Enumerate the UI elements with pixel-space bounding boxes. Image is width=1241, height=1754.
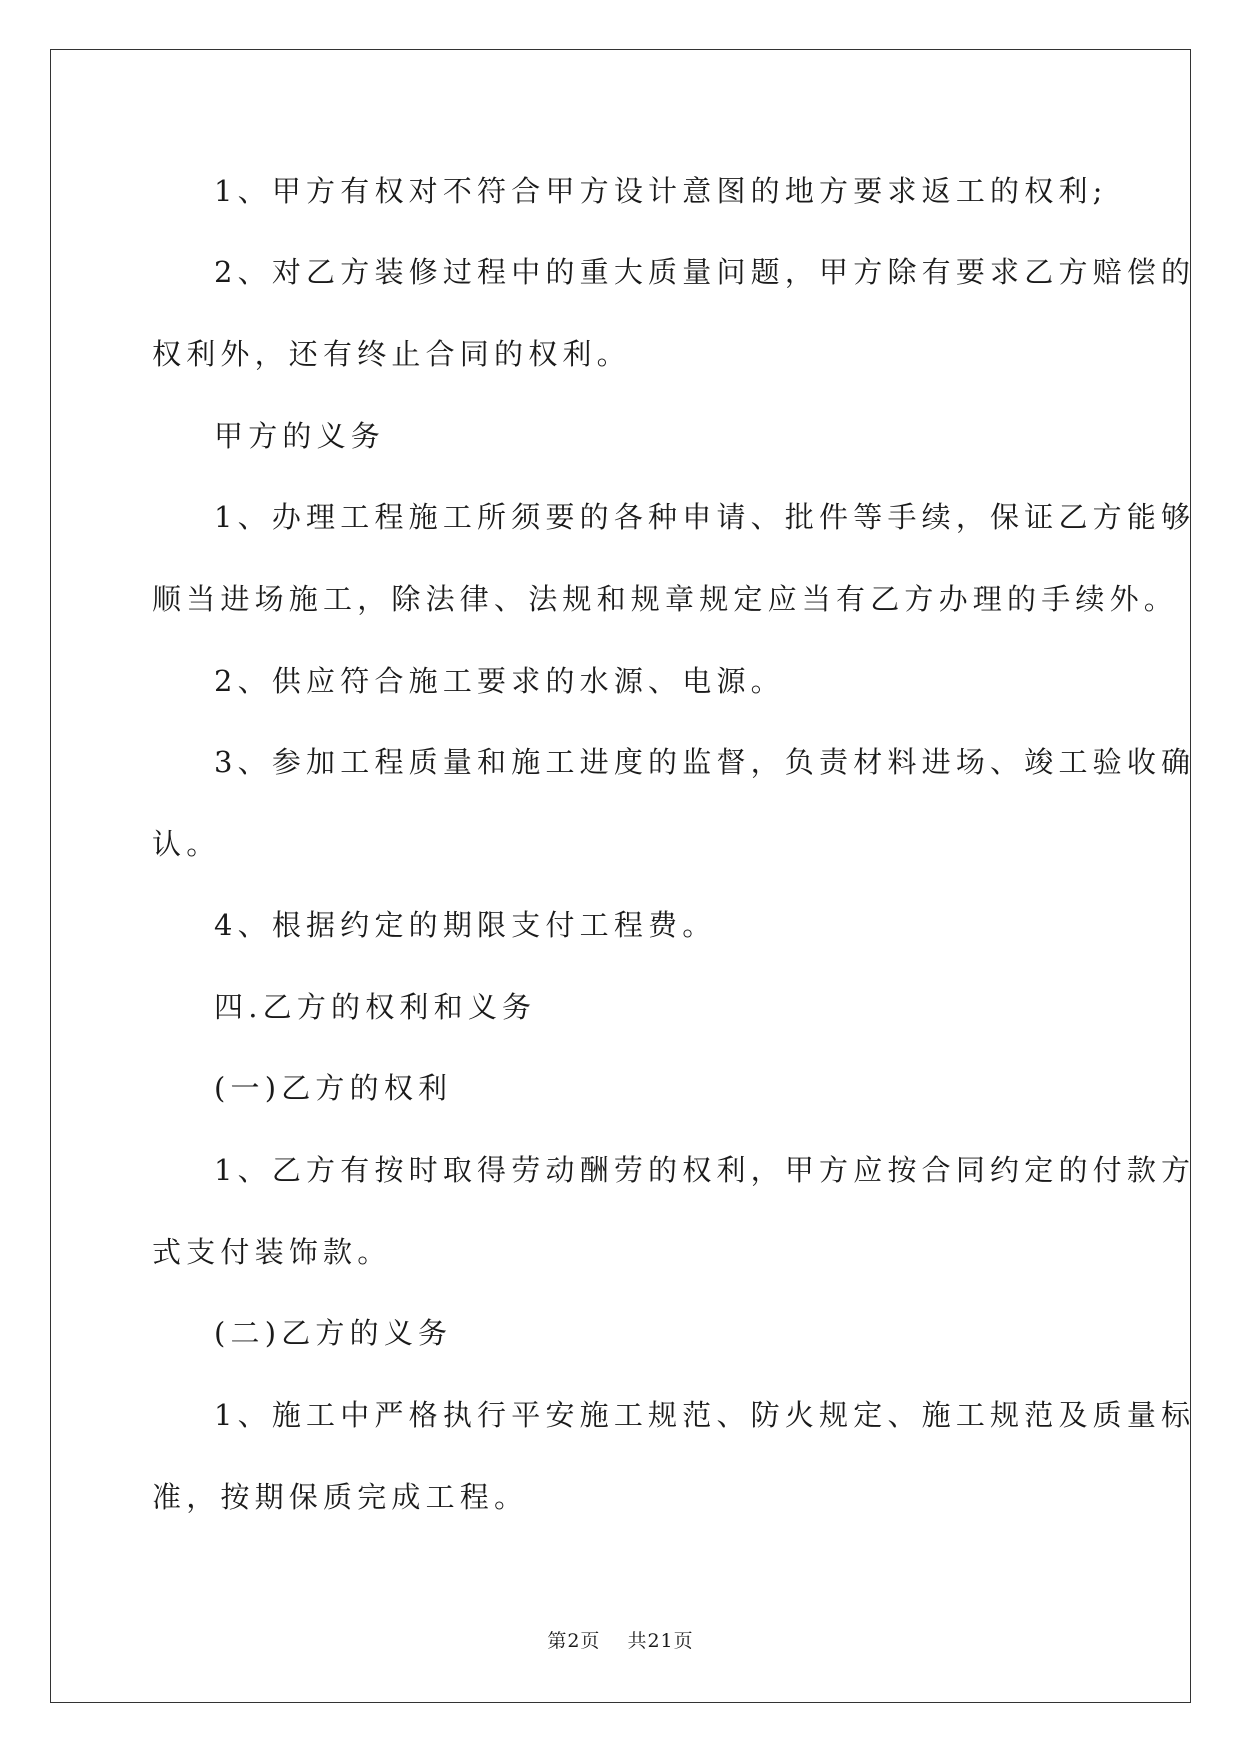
- paragraph-line: 式支付装饰款。: [152, 1235, 392, 1269]
- section-heading: 四.乙方的权利和义务: [214, 990, 537, 1024]
- paragraph-line: 1、乙方有按时取得劳动酬劳的权利，甲方应按合同约定的付款方: [214, 1153, 1196, 1187]
- paragraph-line: 顺当进场施工，除法律、法规和规章规定应当有乙方办理的手续外。: [152, 582, 1179, 616]
- section-heading: 甲方的义务: [214, 419, 386, 453]
- subsection-heading: (一)乙方的权利: [214, 1071, 453, 1105]
- paragraph-line: 2、对乙方装修过程中的重大质量问题，甲方除有要求乙方赔偿的: [214, 255, 1196, 289]
- paragraph-line: 1、甲方有权对不符合甲方设计意图的地方要求返工的权利;: [214, 174, 1108, 208]
- page-footer: [0, 1626, 1241, 1653]
- subsection-heading: (二)乙方的义务: [214, 1316, 453, 1350]
- total-page-count: 共21页: [627, 1630, 694, 1652]
- paragraph-line: 4、根据约定的期限支付工程费。: [214, 908, 717, 942]
- current-page-number: 第2页: [547, 1630, 601, 1652]
- page-frame: [50, 49, 1191, 1703]
- paragraph-line: 1、施工中严格执行平安施工规范、防火规定、施工规范及质量标: [214, 1398, 1196, 1432]
- paragraph-line: 1、办理工程施工所须要的各种申请、批件等手续，保证乙方能够: [214, 500, 1196, 534]
- paragraph-line: 认。: [152, 827, 221, 861]
- paragraph-line: 2、供应符合施工要求的水源、电源。: [214, 664, 785, 698]
- paragraph-line: 准，按期保质完成工程。: [152, 1480, 529, 1514]
- paragraph-line: 权利外，还有终止合同的权利。: [152, 337, 631, 371]
- paragraph-line: 3、参加工程质量和施工进度的监督，负责材料进场、竣工验收确: [214, 745, 1196, 779]
